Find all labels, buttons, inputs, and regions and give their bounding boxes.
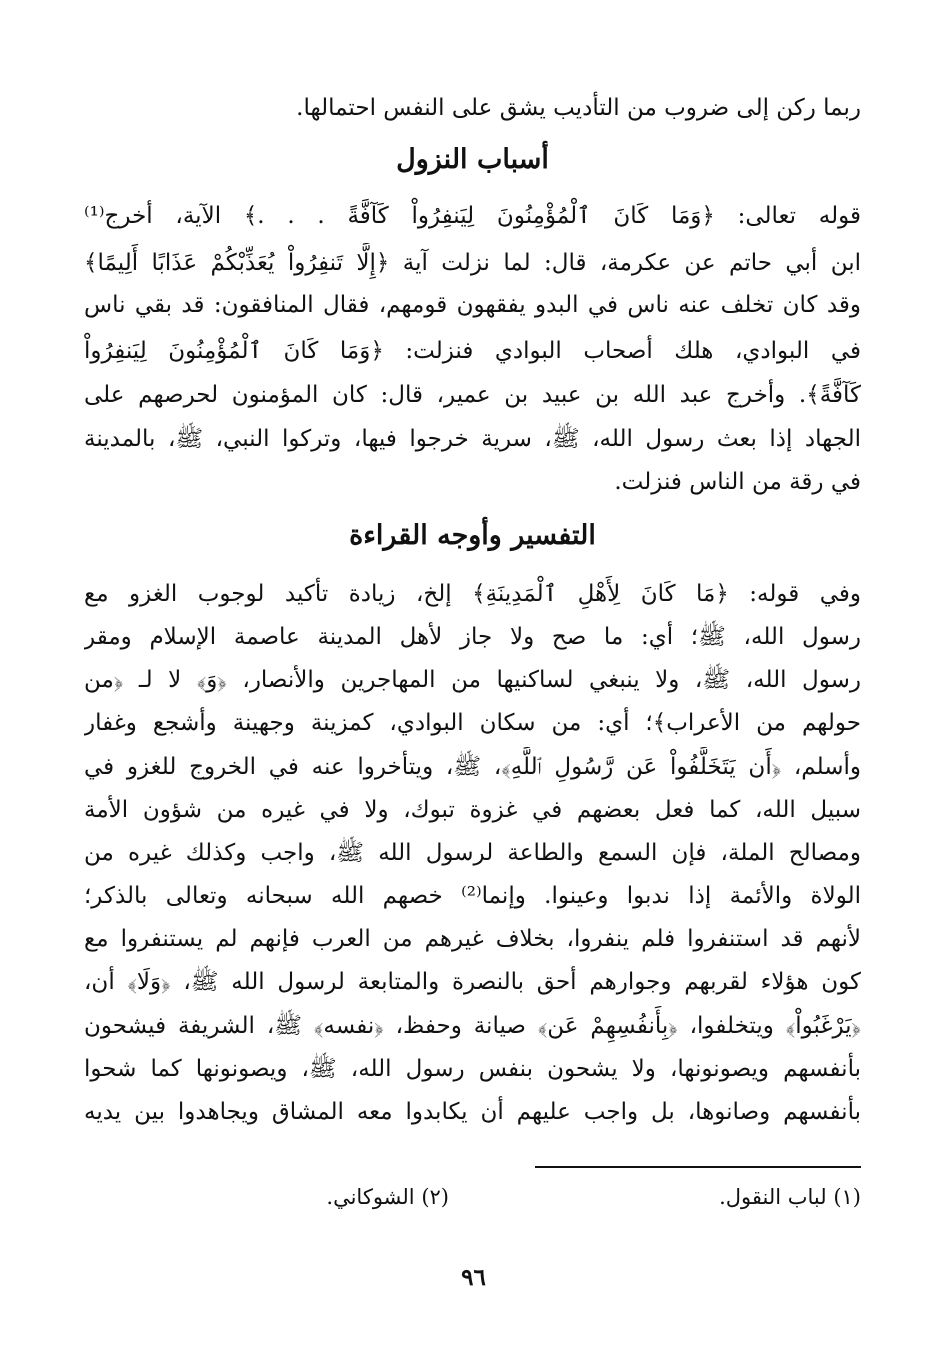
text-line: قوله تعالى: ﴿وَمَا كَانَ ٱلْمُؤْمِنُونَ لِيَنفِرُواْ كَآفَّةً . . .﴾ الآية، أخرج⁽¹⁾	[84, 203, 861, 229]
text-line: ومصالح الملة، فإن السمع والطاعة لرسول الله ﷺ، واجب وكذلك غيره من	[84, 840, 861, 866]
text-line: ﴿يَرْغَبُواْ﴾ ويتخلفوا، ﴿بِأَنفُسِهِمْ عَن﴾ صيانة وحفظ، ﴿نفسه﴾ ﷺ، الشريفة فيشحون	[84, 1013, 861, 1039]
text-line: كَآفَّةً﴾. وأخرج عبد الله بن عبيد بن عمير، قال: كان المؤمنون لحرصهم على	[84, 382, 861, 408]
footnote-1: (١) لباب النقول.	[719, 1185, 861, 1209]
text-line: لأنهم قد استنفروا فلم ينفروا، بخلاف غيرهم من العرب فإنهم لم يستنفروا مع	[84, 926, 861, 952]
section-heading-asbab: أسباب النزول	[396, 144, 549, 175]
text-line: الجهاد إذا بعث رسول الله، ﷺ، سرية خرجوا فيها، وتركوا النبي، ﷺ، بالمدينة	[84, 426, 861, 452]
text-line: حولهم من الأعراب﴾؛ أي: من سكان البوادي، كمزينة وجهينة وأشجع وغفار	[84, 710, 861, 736]
page-number: ٩٦	[461, 1264, 486, 1291]
text-line: كون هؤلاء لقربهم وجوارهم أحق بالنصرة والمتابعة لرسول الله ﷺ، ﴿وَلَا﴾ أن،	[84, 969, 861, 995]
text-line: وفي قوله: ﴿مَا كَانَ لِأَهْلِ ٱلْمَدِينَةِ﴾ إلخ، زيادة تأكيد لوجوب الغزو مع	[84, 581, 861, 607]
text-line: ابن أبي حاتم عن عكرمة، قال: لما نزلت آية ﴿إِلَّا تَنفِرُواْ يُعَذِّبْكُمْ عَذَابًا أَلِيمًا﴾	[84, 250, 861, 276]
text-line: وقد كان تخلف عنه ناس في البدو يفقهون قومهم، فقال المنافقون: قد بقي ناس	[84, 292, 861, 318]
text-line: في رقة من الناس فنزلت.	[614, 469, 861, 495]
text-line: رسول الله، ﷺ؛ أي: ما صح ولا جاز لأهل المدينة عاصمة الإسلام ومقر	[84, 624, 861, 650]
footnote-divider	[535, 1166, 861, 1168]
footnote-2: (٢) الشوكاني.	[326, 1185, 449, 1209]
section-heading-tafsir: التفسير وأوجه القراءة	[349, 520, 596, 551]
text-line: وأسلم، ﴿أَن يَتَخَلَّفُواْ عَن رَّسُولِ ٱللَّهِ﴾، ﷺ، ويتأخروا عنه في الخروج للغزو في	[84, 754, 861, 780]
text-line: الولاة والأئمة إذا ندبوا وعينوا. وإنما⁽²⁾ خصهم الله سبحانه وتعالى بالذكر؛	[84, 883, 861, 909]
text-line: في البوادي، هلك أصحاب البوادي فنزلت: ﴿وَمَا كَانَ ٱلْمُؤْمِنُونَ لِيَنفِرُواْ	[84, 338, 861, 364]
text-line: بأنفسهم وصانوها، بل واجب عليهم أن يكابدوا معه المشاق ويجاهدوا بين يديه	[84, 1099, 861, 1125]
text-line: سبيل الله، كما فعل بعضهم في غزوة تبوك، ولا في غيره من شؤون الأمة	[84, 797, 861, 823]
text-line: بأنفسهم ويصونونها، ولا يشحون بنفس رسول الله، ﷺ، ويصونونها كما شحوا	[84, 1056, 861, 1082]
text-line: رسول الله، ﷺ، ولا ينبغي لساكنيها من المهاجرين والأنصار، ﴿وَ﴾ لا لـ ﴿من	[84, 667, 861, 693]
text-line: ربما ركن إلى ضروب من التأديب يشق على النفس احتمالها.	[296, 95, 861, 121]
